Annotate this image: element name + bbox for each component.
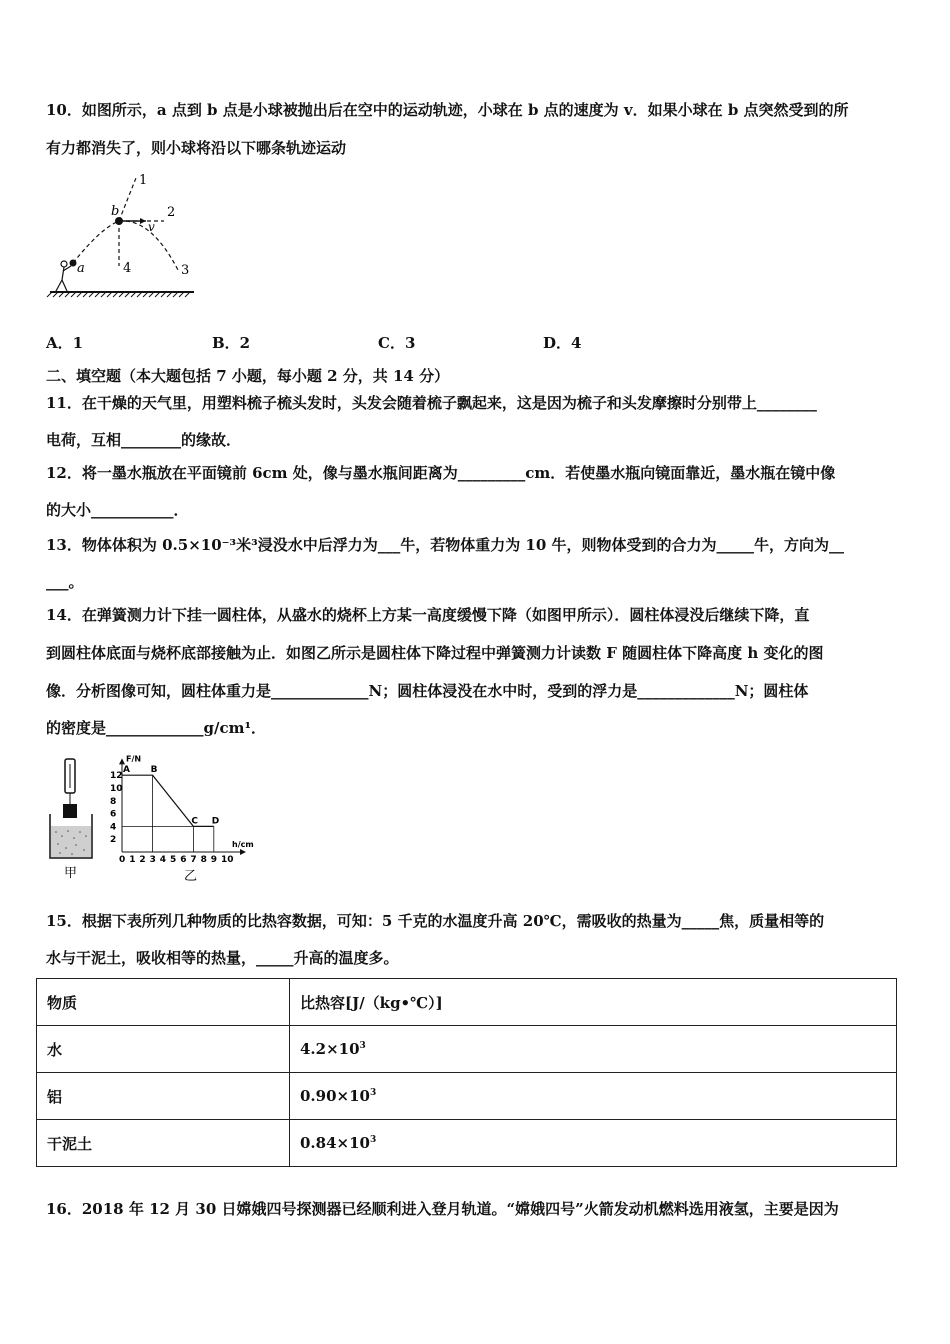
point-label: B [150,765,158,776]
table-cell: $0.90\times 10^3$ [290,1073,897,1120]
label-2: 2 [167,205,176,220]
option-a[interactable]: A．1 [46,334,84,352]
q11-line1: 11．在干燥的天气里，用塑料梳子梳头发时，头发会随着梳子飘起来，这是因为梳子和头发摩擦时分别带上________ [46,394,817,412]
q13-line1: 13．物体体积为 0.5×10⁻³米³浸没水中后浮力为___牛，若物体重力为 10 牛，则物体受到的合力为_____牛，方向为__ [46,536,845,554]
q12-line2: 的大小___________． [46,501,189,519]
q14-figure-jia [46,756,106,880]
q14-line4: 的密度是_____________g/cm¹． [46,719,267,737]
x-tick-label: 4 [159,855,167,865]
x-tick-label: 8 [200,855,207,865]
label-a: a [77,261,85,276]
point-label: A [123,765,130,776]
x-tick-label: 5 [170,855,177,865]
path-1 [119,178,136,221]
table-header: 物质 [37,979,290,1026]
section-heading: 二、填空题（本大题包括 7 小题，每小题 2 分，共 14 分） [46,367,450,385]
y-tick-label: 10 [110,784,123,794]
point-label: C [191,816,199,827]
table-cell: $0.84\times 10^3$ [290,1120,897,1167]
y-tick-label: 8 [110,796,117,807]
specific-heat-table [36,978,897,1167]
q14-line3: 像．分析图像可知，圆柱体重力是_____________N；圆柱体浸没在水中时，受到的浮力是_____________N；圆柱体 [46,682,809,700]
table-cell: 水 [37,1026,290,1073]
label-1: 1 [139,173,148,188]
label-b: b [111,204,120,219]
table-header-row [37,979,897,1026]
label-yi: 乙 [184,869,198,884]
q11-line2: 电荷，互相________的缘故． [46,431,242,449]
table-header: 比热容[J/（kg•℃）] [290,979,897,1026]
water [51,826,91,857]
q10-trajectory-figure [46,168,206,298]
q15-line2: 水与干泥土，吸收相等的热量，_____升高的温度多。 [46,949,399,967]
cylinder-icon [63,804,77,818]
q12-line1: 12．将一墨水瓶放在平面镜前 6cm 处，像与墨水瓶间距离为_________cm．若使墨水瓶向镜面靠近，墨水瓶在镜中像 [46,464,836,482]
thrower-person-icon [56,261,71,291]
arrowhead-icon [140,218,146,224]
table-cell: 铝 [37,1073,290,1120]
option-d[interactable]: D．4 [543,334,582,352]
f-h-line [122,775,214,826]
q15-line1: 15．根据下表所列几种物质的比热容数据，可知：5 千克的水温度升高 20℃，需吸收的热量为_____焦，质量相等的 [46,912,825,930]
x-tick-label: 9 [210,855,218,865]
point-label: D [211,816,220,827]
q14-line2: 到圆柱体底面与烧杯底部接触为止．如图乙所示是圆柱体下降过程中弹簧测力计读数 F 随圆柱体下降高度 h 变化的图 [46,644,824,662]
x-tick-label: 2 [139,855,146,865]
y-tick-label: 12 [110,771,123,782]
label-4: 4 [123,261,132,276]
x-tick-label: 10 [221,855,234,865]
option-b[interactable]: B．2 [212,334,251,352]
y-tick-label: 6 [110,809,117,820]
y-tick-label: 2 [110,835,117,846]
x-tick-label: 3 [149,855,156,865]
q10-line1: 10．如图所示，a 点到 b 点是小球被抛出后在空中的运动轨迹，小球在 b 点的速度为 v．如果小球在 b 点突然受到的所 [46,101,849,119]
table-row [37,1073,897,1120]
label-3: 3 [181,263,190,278]
table-row [37,1120,897,1167]
q10-line2: 有力都消失了，则小球将沿以下哪条轨迹运动 [46,139,347,157]
x-axis-arrow-icon [240,849,246,855]
table-cell: $4.2\times 10^3$ [290,1026,897,1073]
table-row [37,1026,897,1073]
x-axis-label: h/cm [232,840,254,849]
y-axis-arrow-icon [119,758,125,764]
x-tick-label: 1 [129,855,136,865]
x-tick-label: 7 [190,855,197,865]
y-axis-label: F/N [126,754,142,764]
x-tick-label: 6 [180,855,187,865]
q13-line2: ___。 [46,573,84,591]
option-c[interactable]: C．3 [378,334,416,352]
x-tick-label: 0 [119,855,126,865]
y-tick-label: 4 [110,822,117,833]
path-a-to-b [73,221,119,263]
q14-chart-yi [106,750,290,884]
q14-line1: 14．在弹簧测力计下挂一圆柱体，从盛水的烧杯上方某一高度缓慢下降（如图甲所示）．圆柱体浸没后继续下降，直 [46,606,810,624]
table-cell: 干泥土 [37,1120,290,1167]
label-jia: 甲 [64,866,78,880]
q16-line1: 16．2018 年 12 月 30 日嫦娥四号探测器已经顺利进入登月轨道。“嫦娥四号”火箭发动机燃料选用液氢，主要是因为 [46,1200,839,1218]
label-v: v [148,220,155,234]
